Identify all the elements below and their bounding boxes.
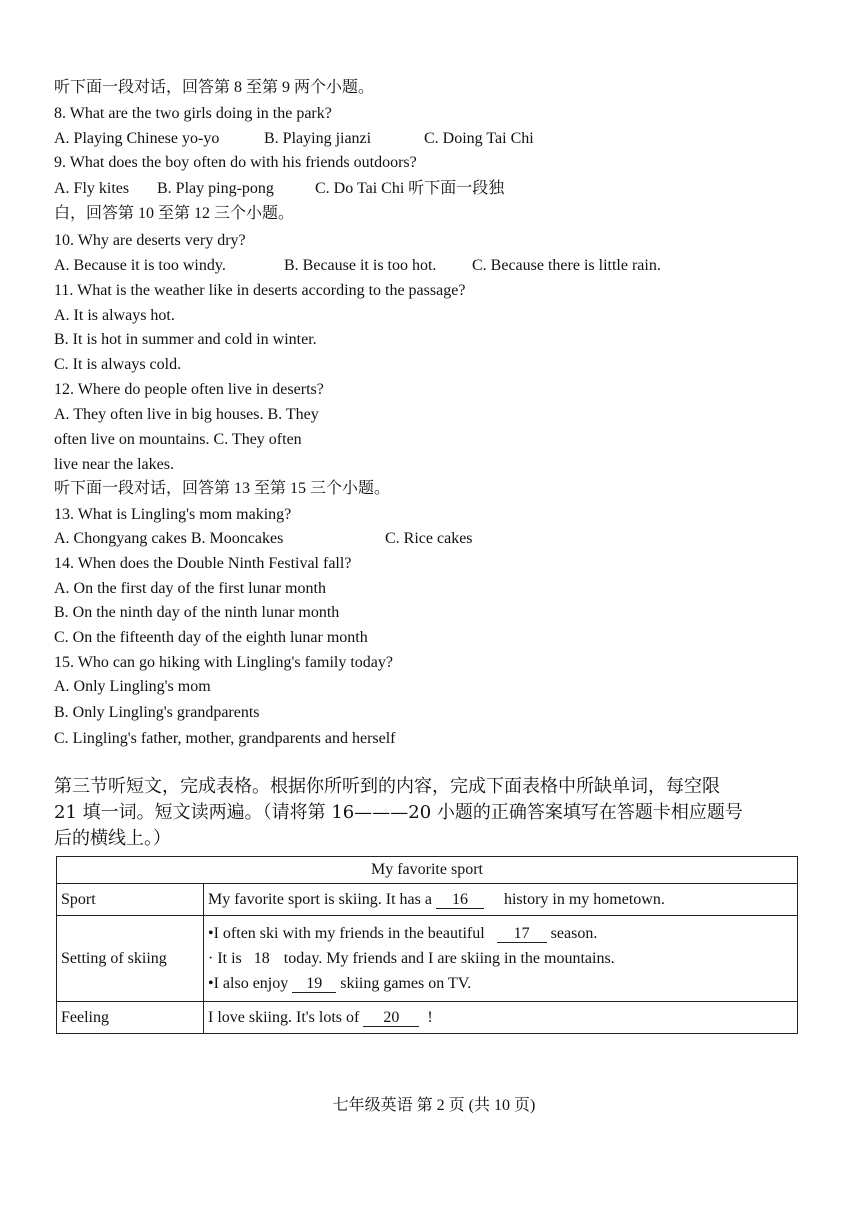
option-9c: C. Do Tai Chi — [315, 180, 405, 197]
option-9b: B. Play ping-pong — [157, 180, 274, 197]
option-13ab: A. Chongyang cakes B. Mooncakes — [54, 530, 284, 547]
option-14c: C. On the fifteenth day of the eighth lunar month — [54, 629, 368, 646]
option-8b: B. Playing jianzi — [264, 130, 372, 147]
instruction-10-12-start: 听下面一段独 — [408, 180, 505, 197]
feeling-text-before: I love skiing. It's lots of — [208, 1008, 364, 1026]
question-8: 8. What are the two girls doing in the park? — [54, 105, 332, 122]
feeling-text-after: ! — [423, 1008, 433, 1026]
options-12-line3: live near the lakes. — [54, 456, 174, 473]
option-14a: A. On the first day of the first lunar month — [54, 580, 326, 597]
option-13c: C. Rice cakes — [385, 530, 473, 547]
blank-20: 20 — [363, 1010, 419, 1027]
option-14b: B. On the ninth day of the ninth lunar month — [54, 604, 340, 621]
question-15: 15. Who can go hiking with Lingling's family today? — [54, 654, 393, 671]
blank-16: 16 — [436, 892, 484, 909]
number-18: 18 — [253, 950, 270, 967]
table-row-sport — [57, 884, 798, 916]
section3-line3: 后的横线上。） — [54, 828, 171, 849]
options-12-line1: A. They often live in big houses. B. They — [54, 406, 319, 423]
option-9a: A. Fly kites — [54, 180, 130, 197]
option-10a: A. Because it is too windy. — [54, 257, 226, 274]
option-8c: C. Doing Tai Chi — [424, 130, 534, 147]
options-13 — [54, 529, 473, 549]
option-15a: A. Only Lingling's mom — [54, 678, 211, 695]
question-9: 9. What does the boy often do with his friends outdoors? — [54, 154, 417, 171]
setting-l1-after: season. — [546, 925, 598, 942]
option-15b: B. Only Lingling's grandparents — [54, 704, 260, 721]
question-14: 14. When does the Double Ninth Festival fall? — [54, 555, 352, 572]
sport-text-after: history in my hometown. — [499, 890, 665, 908]
option-10b: B. Because it is too hot. — [284, 257, 437, 274]
table-row-feeling — [57, 1002, 798, 1034]
question-13: 13. What is Lingling's mom making? — [54, 506, 292, 523]
options-12-line2: often live on mountains. C. They often — [54, 431, 302, 448]
setting-l1-before: •I often ski with my friends in the beautiful — [208, 925, 489, 942]
setting-line-2 — [208, 946, 793, 971]
setting-l3-before: •I also enjoy — [208, 975, 293, 992]
row-content-sport — [204, 884, 798, 916]
question-11: 11. What is the weather like in deserts according to the passage? — [54, 282, 466, 299]
row-label-sport: Sport — [57, 884, 204, 916]
row-label-feeling: Feeling — [57, 1002, 204, 1034]
option-11a: A. It is always hot. — [54, 307, 175, 324]
instruction-10-12-cont: 白，回答第 10 至第 12 三个小题。 — [54, 205, 295, 222]
instruction-8-9: 听下面一段对话，回答第 8 至第 9 两个小题。 — [54, 79, 375, 96]
options-9 — [54, 179, 504, 199]
favorite-sport-table — [56, 856, 798, 1034]
row-content-feeling — [204, 1002, 798, 1034]
section3-line2: 21 填一词。短文读两遍。（请将第 16———20 小题的正确答案填写在答题卡相应题号 — [54, 802, 743, 823]
blank-17: 17 — [497, 926, 547, 943]
setting-line-1 — [208, 921, 793, 946]
setting-l3-after: skiing games on TV. — [336, 975, 472, 992]
option-8a: A. Playing Chinese yo-yo — [54, 130, 220, 147]
row-label-setting: Setting of skiing — [57, 916, 204, 1002]
option-11b: B. It is hot in summer and cold in winter. — [54, 331, 317, 348]
sport-text-before: My favorite sport is skiing. It has a — [208, 890, 436, 908]
section3-line1: 第三节听短文，完成表格。根据你所听到的内容，完成下面表格中所缺单词，每空限 — [54, 776, 720, 797]
table-row-setting — [57, 916, 798, 1002]
option-11c: C. It is always cold. — [54, 356, 182, 373]
section3-instructions — [54, 774, 834, 852]
question-10: 10. Why are deserts very dry? — [54, 232, 246, 249]
blank-19: 19 — [292, 976, 336, 993]
page-footer: 七年级英语 第 2 页 (共 10 页) — [332, 1097, 536, 1114]
instruction-13-15: 听下面一段对话，回答第 13 至第 15 三个小题。 — [54, 480, 391, 497]
table-title: My favorite sport — [57, 857, 798, 884]
row-content-setting — [204, 916, 798, 1002]
question-12: 12. Where do people often live in deserts? — [54, 381, 324, 398]
setting-line-3 — [208, 971, 793, 996]
setting-l2-after: today. My friends and I are skiing in the mountains. — [279, 950, 615, 967]
options-8 — [54, 129, 534, 149]
option-10c: C. Because there is little rain. — [472, 257, 661, 274]
option-15c: C. Lingling's father, mother, grandparents and herself — [54, 730, 396, 747]
options-10 — [54, 256, 661, 276]
setting-l2-before: · It is — [208, 950, 246, 967]
